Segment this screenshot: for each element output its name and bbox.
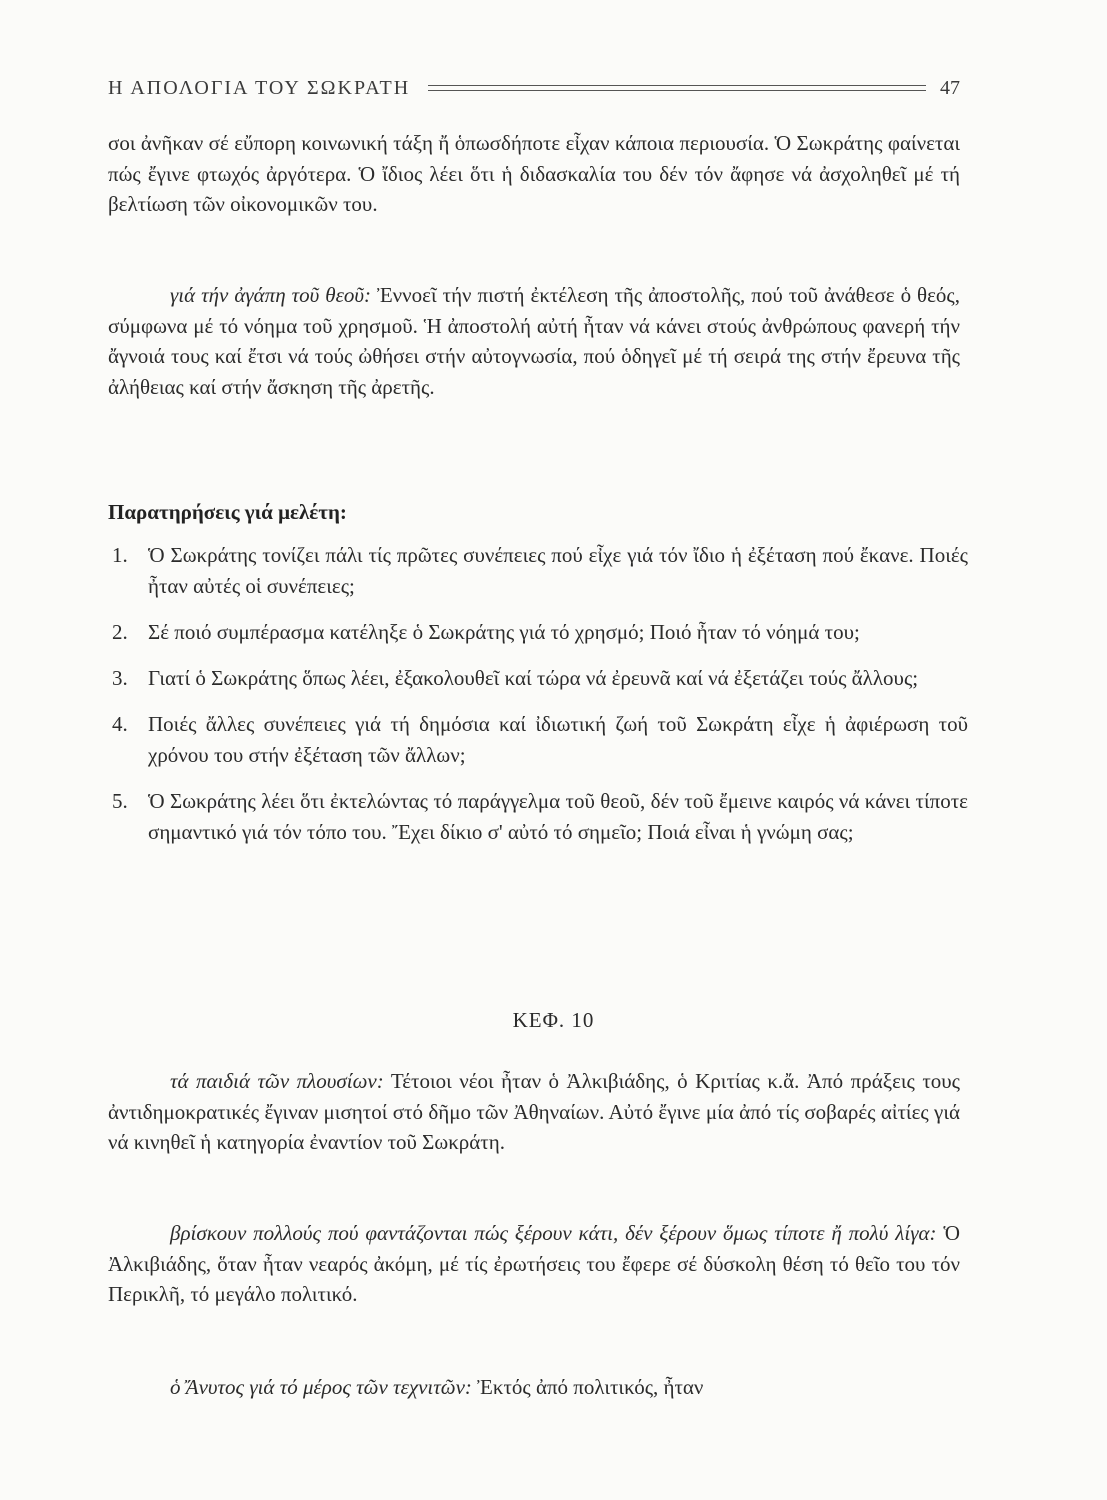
running-title: Η ΑΠΟΛΟΓΙΑ ΤΟΥ ΣΩΚΡΑΤΗ xyxy=(108,76,411,99)
note-text: Ὁ Ἀλκιβιάδης, ὅταν ἦταν νεαρός ἀκόμη, μέ τίς ἐρωτήσεις του ἔφερε σέ δύσκολη θέση τό θεῖο του τόν Περικλῆ, τό μεγάλο πολιτικό. xyxy=(108,1221,960,1306)
question-item xyxy=(108,709,968,771)
question-text: Ὁ Σωκράτης λέει ὅτι ἐκτελώντας τό παράγγελμα τοῦ θεοῦ, δέν τοῦ ἔμεινε καιρός νά κάνει τίποτε σημαντικό γιά τόν τόπο του. Ἔχει δίκιο σ' αὐτό τό σημεῖο; Ποιά εἶναι ἡ γνώμη σας; xyxy=(148,789,968,844)
study-heading: Παρατηρήσεις γιά μελέτη: xyxy=(108,500,347,524)
paragraph-text: σοι ἀνῆκαν σέ εὔπορη κοινωνική τάξη ἤ ὁπωσδήποτε εἶχαν κάποια περιουσία. Ὁ Σωκράτης φαίνεται πώς ἔγινε φτωχός ἀργότερα. Ὁ ἴδιος λέει ὅτι ἡ διδασκαλία του δέν τόν ἄφησε νά ἀσχοληθεῖ μέ τή βελτίωση τῶν οἰκονομικῶν του. xyxy=(108,131,960,216)
question-number: 4. xyxy=(112,712,128,736)
note-paragraph xyxy=(108,1372,960,1403)
question-number: 5. xyxy=(112,789,128,813)
question-item xyxy=(108,663,968,694)
note-text: Ἐκτός ἀπό πολιτικός, ἦταν xyxy=(471,1375,704,1399)
question-number: 3. xyxy=(112,666,128,690)
note-term: ὁ Ἄνυτος γιά τό μέρος τῶν τεχνιτῶν: xyxy=(170,1375,472,1399)
note-term: γιά τήν ἀγάπη τοῦ θεοῦ: xyxy=(170,283,371,307)
note-paragraph xyxy=(108,1066,960,1158)
chapter-heading: ΚΕΦ. 10 xyxy=(512,1008,595,1032)
question-text: Ὁ Σωκράτης τονίζει πάλι τίς πρῶτες συνέπειες πού εἶχε γιά τόν ἴδιο ἡ ἐξέταση πού ἔκανε. Ποιές ἦταν αὐτές οἱ συνέπειες; xyxy=(148,543,968,598)
question-item xyxy=(108,617,968,648)
paragraph-continued xyxy=(108,128,960,220)
note-paragraph xyxy=(108,1218,960,1310)
note-text: Ἐννοεῖ τήν πιστή ἐκτέλεση τῆς ἀποστολῆς, πού τοῦ ἀνάθεσε ὁ θεός, σύμφωνα μέ τό νόημα τοῦ χρησμοῦ. Ἡ ἀποστολή αὐτή ἦταν νά κάνει στούς ἀνθρώπους φανερή τήν ἄγνοιά τους καί ἔτσι νά τούς ὠθήσει στήν αὐτογνωσία, πού ὁδηγεῖ μέ τή σειρά της στήν ἔρευνα τῆς ἀλήθειας καί στήν ἄσκηση τῆς ἀρετῆς. xyxy=(108,283,960,399)
question-text: Σέ ποιό συμπέρασμα κατέληξε ὁ Σωκράτης γιά τό χρησμό; Ποιό ἦταν τό νόημά του; xyxy=(148,620,860,644)
page-number: 47 xyxy=(940,76,960,99)
study-questions xyxy=(108,540,968,863)
question-item xyxy=(108,540,968,602)
question-number: 2. xyxy=(112,620,128,644)
question-item xyxy=(108,786,968,848)
header-rule xyxy=(428,85,926,91)
question-number: 1. xyxy=(112,543,128,567)
question-text: Ποιές ἄλλες συνέπειες γιά τή δημόσια καί ἰδιωτική ζωή τοῦ Σωκράτη εἶχε ἡ ἀφιέρωση τοῦ χρόνου του στήν ἐξέταση τῶν ἄλλων; xyxy=(148,712,968,767)
running-header xyxy=(108,72,960,104)
note-term: βρίσκουν πολλούς πού φαντάζονται πώς ξέρουν κάτι, δέν ξέρουν ὅμως τίποτε ἤ πολύ λίγα: xyxy=(170,1221,937,1245)
question-text: Γιατί ὁ Σωκράτης ὅπως λέει, ἐξακολουθεῖ καί τώρα νά ἐρευνᾶ καί νά ἐξετάζει τούς ἄλλους; xyxy=(148,666,919,690)
note-paragraph xyxy=(108,280,960,402)
note-text: Τέτοιοι νέοι ἦταν ὁ Ἀλκιβιάδης, ὁ Κριτίας κ.ἄ. Ἀπό πράξεις τους ἀντιδημοκρατικές ἔγιναν μισητοί στό δῆμο τῶν Ἀθηναίων. Αὐτό ἔγινε μία ἀπό τίς σοβαρές αἰτίες γιά νά κινηθεῖ ἡ κατηγορία ἐναντίον τοῦ Σωκράτη. xyxy=(108,1069,960,1154)
note-term: τά παιδιά τῶν πλουσίων: xyxy=(170,1069,384,1093)
